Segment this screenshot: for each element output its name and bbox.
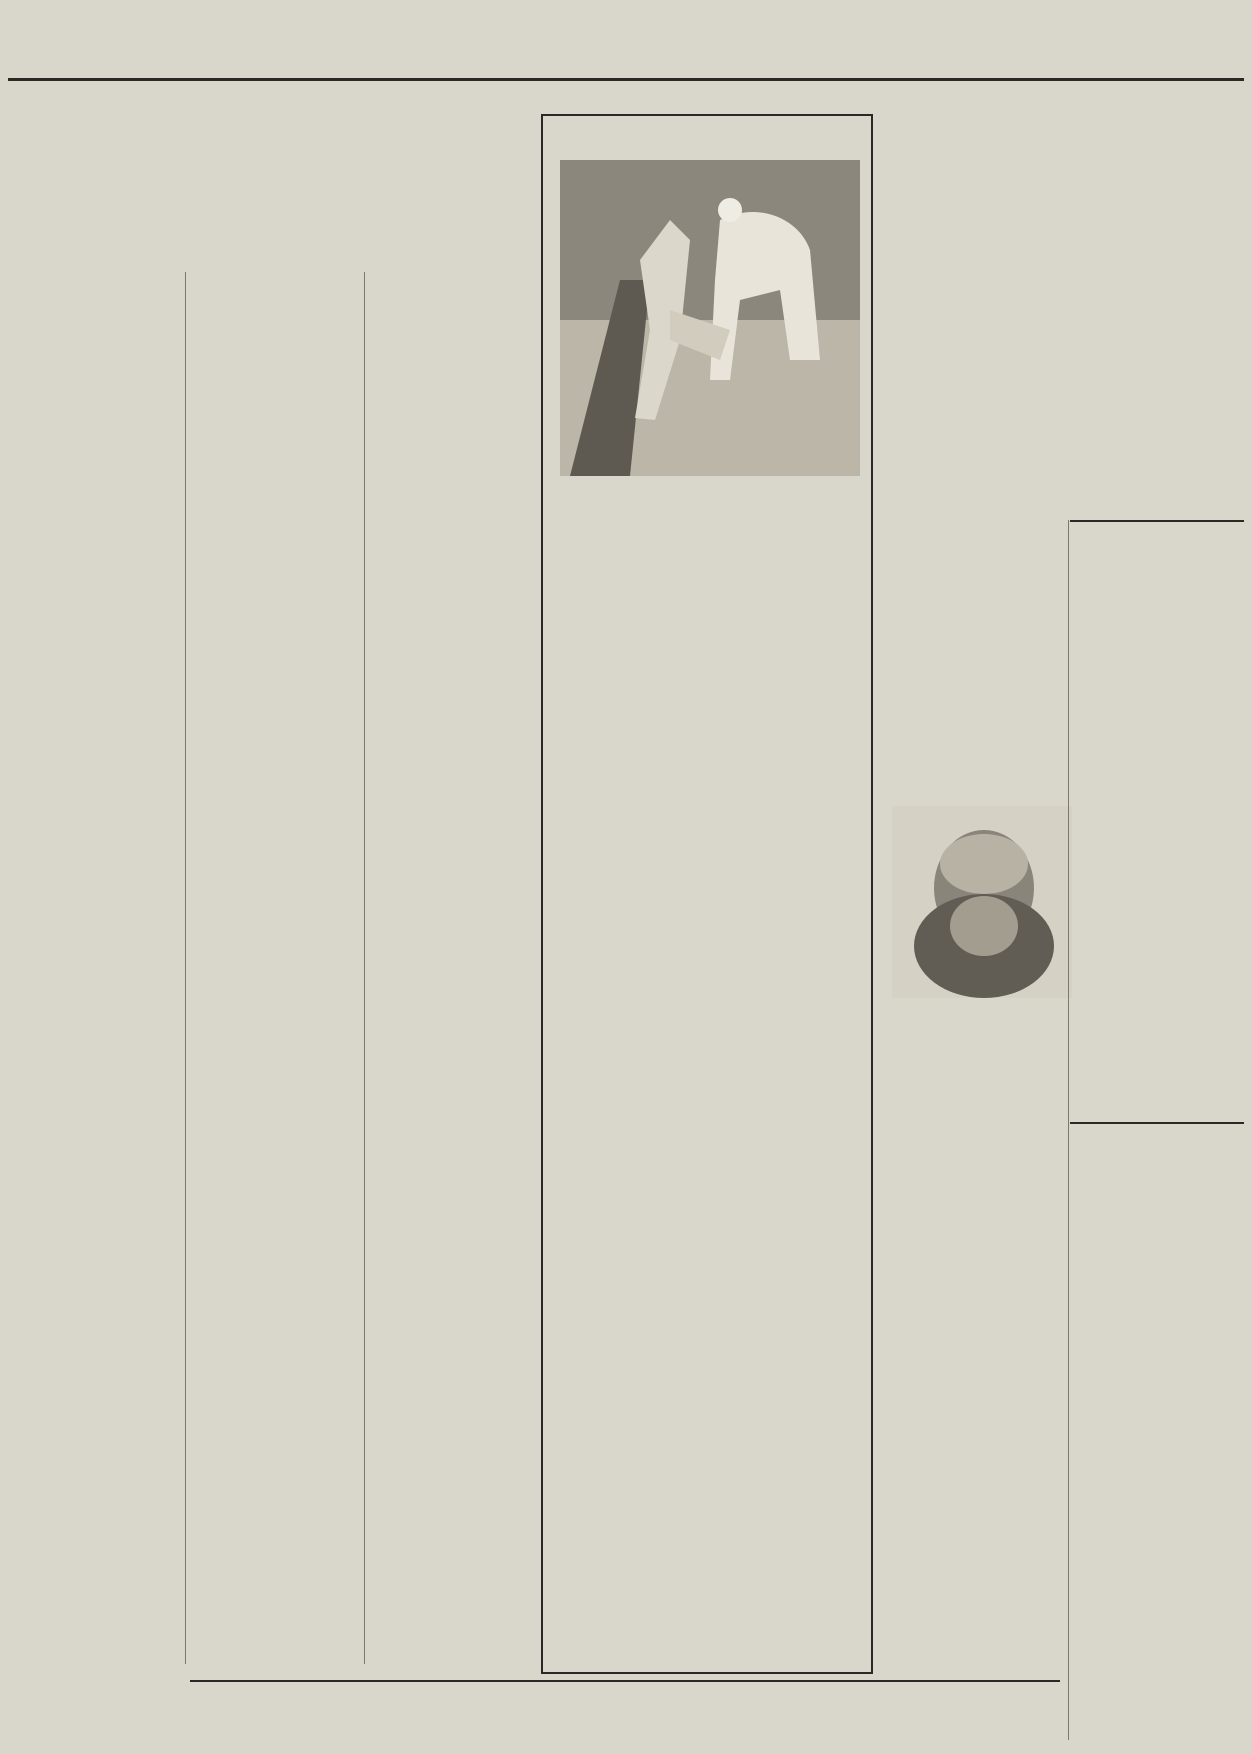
column-rule (1068, 520, 1069, 1740)
letters-body-col1 (556, 636, 706, 1636)
gentile-body-col1 (892, 280, 1062, 640)
article-body-col3-c (368, 1000, 538, 1600)
gentile-body-col1-b (892, 646, 1062, 776)
article-body-col2-b (190, 604, 360, 1664)
article-body-col3-b (368, 838, 538, 962)
lande-body (1078, 1210, 1240, 1730)
column-rule (364, 272, 365, 1664)
gentile-portrait-image (892, 806, 1072, 998)
gentile-photo (892, 806, 1072, 998)
article-body-col2 (190, 272, 360, 562)
masthead-rule (8, 78, 1244, 81)
sironi-painting (560, 160, 860, 476)
raquin-top-rule (1070, 520, 1244, 522)
raquin-body (1078, 640, 1240, 1114)
article-body-col3 (368, 272, 538, 832)
sironi-painting-image (560, 160, 860, 476)
column-rule (185, 272, 186, 1664)
article-body-col1-b (10, 856, 180, 1664)
article-body-col1 (10, 272, 180, 820)
gentile-body-col2-b (892, 1346, 1062, 1658)
gentile-body-col1-c (892, 1022, 1062, 1342)
gentile-body-col2 (1074, 280, 1244, 510)
letters-body-col2 (714, 636, 864, 1632)
raquin-bottom-rule (1070, 1122, 1244, 1124)
tejada-top-rule (190, 1680, 1060, 1682)
